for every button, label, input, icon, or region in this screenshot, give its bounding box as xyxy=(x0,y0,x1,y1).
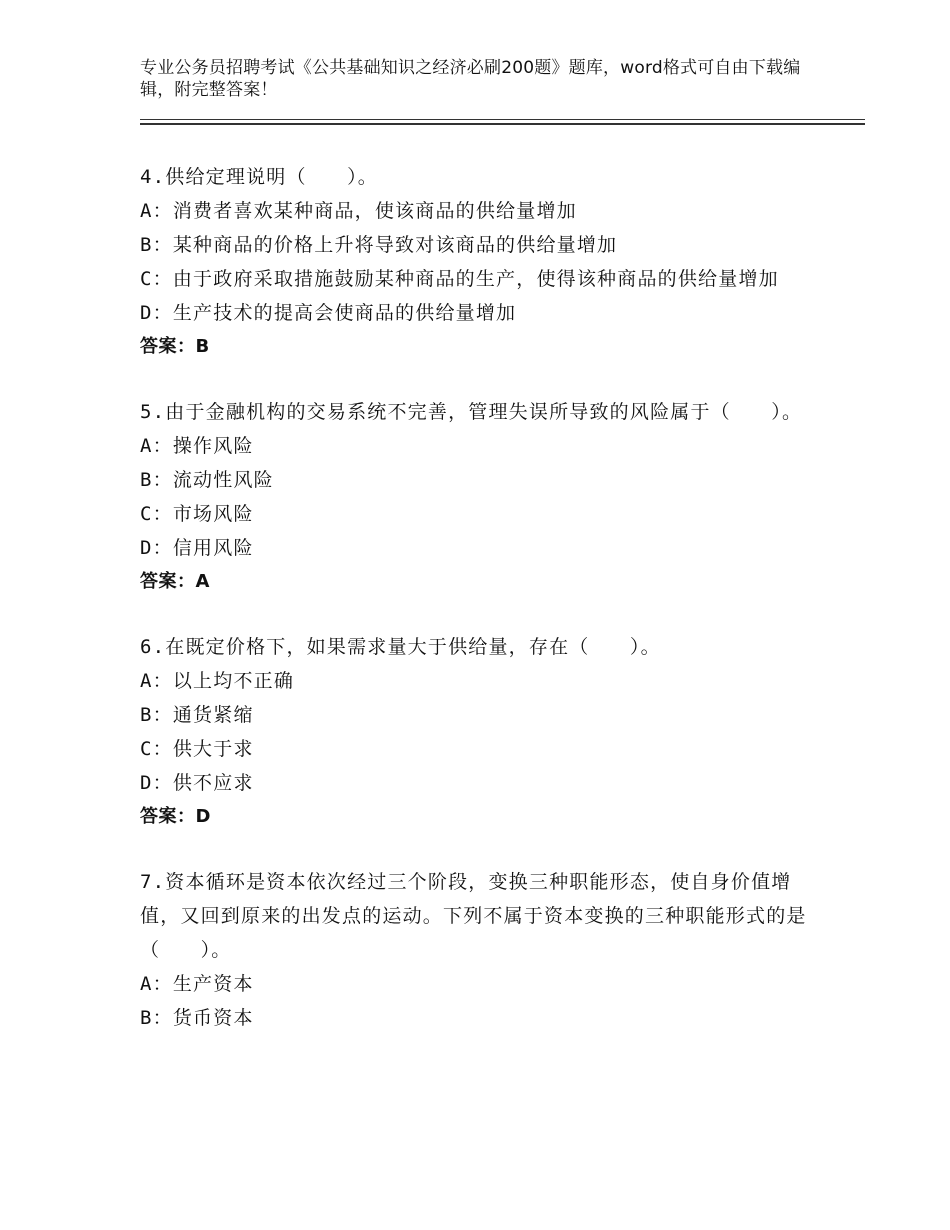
question-5 xyxy=(140,395,810,599)
document-header: 专业公务员招聘考试《公共基础知识之经济必刷200题》题库，word格式可自由下载编辑，附完整答案！ xyxy=(140,58,801,100)
option-d: D：供不应求 xyxy=(140,772,254,794)
question-stem: 7.资本循环是资本依次经过三个阶段，变换三种职能形态，使自身价值增值，又回到原来的出发点的运动。下列不属于资本变换的三种职能形式的是（ ）。 xyxy=(140,871,807,961)
header-divider-thin xyxy=(140,119,865,120)
question-4 xyxy=(140,160,810,364)
header-divider-thick xyxy=(140,123,865,125)
option-b: B：货币资本 xyxy=(140,1007,254,1029)
answer-label: 答案：B xyxy=(140,336,210,357)
option-a: A：消费者喜欢某种商品，使该商品的供给量增加 xyxy=(140,200,577,222)
question-stem: 4.供给定理说明（ ）。 xyxy=(140,166,378,188)
question-stem: 5.由于金融机构的交易系统不完善，管理失误所导致的风险属于（ ）。 xyxy=(140,401,803,423)
option-a: A：生产资本 xyxy=(140,973,254,995)
question-6 xyxy=(140,630,810,834)
option-c: C：市场风险 xyxy=(140,503,254,525)
option-b: B：通货紧缩 xyxy=(140,704,254,726)
question-list xyxy=(140,160,810,1066)
answer-label: 答案：A xyxy=(140,571,210,592)
option-c: C：由于政府采取措施鼓励某种商品的生产，使得该种商品的供给量增加 xyxy=(140,268,779,290)
option-b: B：流动性风险 xyxy=(140,469,274,491)
option-d: D：生产技术的提高会使商品的供给量增加 xyxy=(140,302,517,324)
option-c: C：供大于求 xyxy=(140,738,254,760)
option-a: A：操作风险 xyxy=(140,435,254,457)
question-stem: 6.在既定价格下，如果需求量大于供给量，存在（ ）。 xyxy=(140,636,661,658)
option-d: D：信用风险 xyxy=(140,537,254,559)
question-7 xyxy=(140,865,810,1035)
option-b: B：某种商品的价格上升将导致对该商品的供给量增加 xyxy=(140,234,618,256)
option-a: A：以上均不正确 xyxy=(140,670,295,692)
answer-label: 答案：D xyxy=(140,806,211,827)
